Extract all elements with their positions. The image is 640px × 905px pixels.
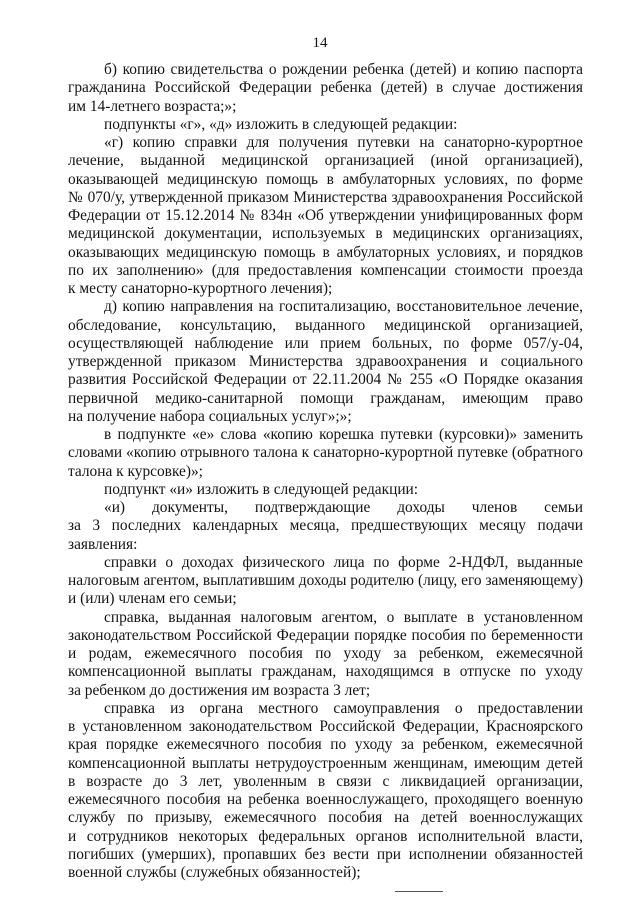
text-line: и (или) членам его семьи;: [68, 590, 237, 608]
text-line: обследование, консультацию, выданного медицинской организацией,: [68, 316, 583, 334]
text-line: № 070/у, утвержденной приказом Министерства здравоохранения Российской: [68, 188, 583, 206]
text-line: д) копию направления на госпитализацию, восстановительное лечение,: [104, 298, 583, 316]
text-line: ежемесячного пособия на ребенка военнослужащего, проходящего военную: [68, 791, 583, 808]
text-line: лечение, выданной медицинской организацией (иной организацией),: [68, 152, 583, 170]
text-line: гражданина Российской Федерации ребенка (детей) в случае достижения: [68, 79, 583, 97]
text-line: заявления:: [68, 535, 138, 553]
text-line: справка, выданная налоговым агентом, о выплате в установленном: [104, 608, 583, 626]
text-line: по их заполнению» (для предоставления компенсации стоимости проезда: [68, 261, 583, 279]
text-line: «и) документы, подтверждающие доходы членов семьи: [104, 499, 583, 516]
text-line: развития Российской Федерации от 22.11.2004 № 255 «О Порядке оказания: [68, 371, 583, 389]
text-line: военной службы (служебных обязанностей);: [68, 864, 361, 881]
text-line: справка из органа местного самоуправления о предоставлении: [104, 699, 583, 717]
text-line: компенсационной выплаты нетрудоустроенным женщинам, имеющим детей: [68, 754, 583, 772]
text-line: в установленном законодательством Российской Федерации, Красноярского: [68, 718, 583, 735]
text-line: Федерации от 15.12.2014 № 834н «Об утверждении унифицированных форм: [68, 207, 583, 224]
text-line: налоговым агентом, выплатившим доходы родителю (лицу, его заменяющему): [68, 572, 583, 589]
text-line: к месту санаторно-курортного лечения);: [68, 280, 333, 297]
text-line: утвержденной приказом Министерства здравоохранения и социального: [68, 353, 583, 370]
text-line: на получение набора социальных услуг»;»;: [68, 407, 352, 425]
text-line: и сотрудников некоторых федеральных органов исполнительной власти,: [68, 827, 583, 845]
text-line: компенсационной выплаты гражданам, находящимся в отпуске по уходу: [68, 663, 583, 681]
text-line: законодательством Российской Федерации порядке пособия по беременности: [68, 626, 583, 644]
text-line: в подпункте «е» слова «копию корешка путевки (курсовки)» заменить: [104, 426, 583, 443]
text-line: погибших (умерших), пропавших без вести при исполнении обязанностей: [68, 845, 583, 863]
text-line: за 3 последних календарных месяца, предшествующих месяцу подачи: [68, 517, 583, 535]
footer-rule: [395, 891, 443, 892]
text-line: словами «копию отрывного талона к санаторно-курортной путевке (обратного: [68, 444, 583, 462]
text-line: осуществляющей наблюдение или прием больных, по форме 057/у-04,: [68, 334, 583, 352]
document-body: [68, 61, 583, 882]
text-line: б) копию свидетельства о рождении ребенка (детей) и копию паспорта: [104, 61, 583, 78]
text-line: подпункт «и» изложить в следующей редакции:: [104, 480, 419, 498]
text-line: службу по призыву, ежемесячного пособия на детей военнослужащих: [68, 809, 583, 827]
text-line: края порядке ежемесячного пособия по уходу за ребенком, ежемесячной: [68, 736, 583, 754]
text-line: первичной медико-санитарной помощи гражданам, имеющим право: [68, 389, 583, 407]
text-line: оказывающей медицинскую помощь в амбулаторных условиях, по форме: [68, 170, 583, 188]
text-line: талона к курсовке)»;: [68, 462, 203, 480]
text-line: подпункты «г», «д» изложить в следующей редакции:: [104, 115, 458, 133]
text-line: оказывающих медицинскую помощь в амбулаторных условиях, и порядков: [68, 243, 583, 261]
text-line: им 14-летнего возраста;»;: [68, 97, 237, 115]
text-line: медицинской документации, используемых в медицинских организациях,: [68, 225, 583, 243]
text-line: «г) копию справки для получения путевки на санаторно-курортное: [104, 134, 583, 151]
text-line: справки о доходах физического лица по форме 2-НДФЛ, выданные: [104, 553, 583, 571]
text-line: и родам, ежемесячного пособия по уходу за ребенком, ежемесячной: [68, 645, 583, 662]
page-number: 14: [312, 35, 328, 51]
text-line: в возрасте до 3 лет, уволенным в связи с ликвидацией организации,: [68, 772, 583, 790]
text-line: за ребенком до достижения им возраста 3 лет;: [68, 681, 371, 699]
